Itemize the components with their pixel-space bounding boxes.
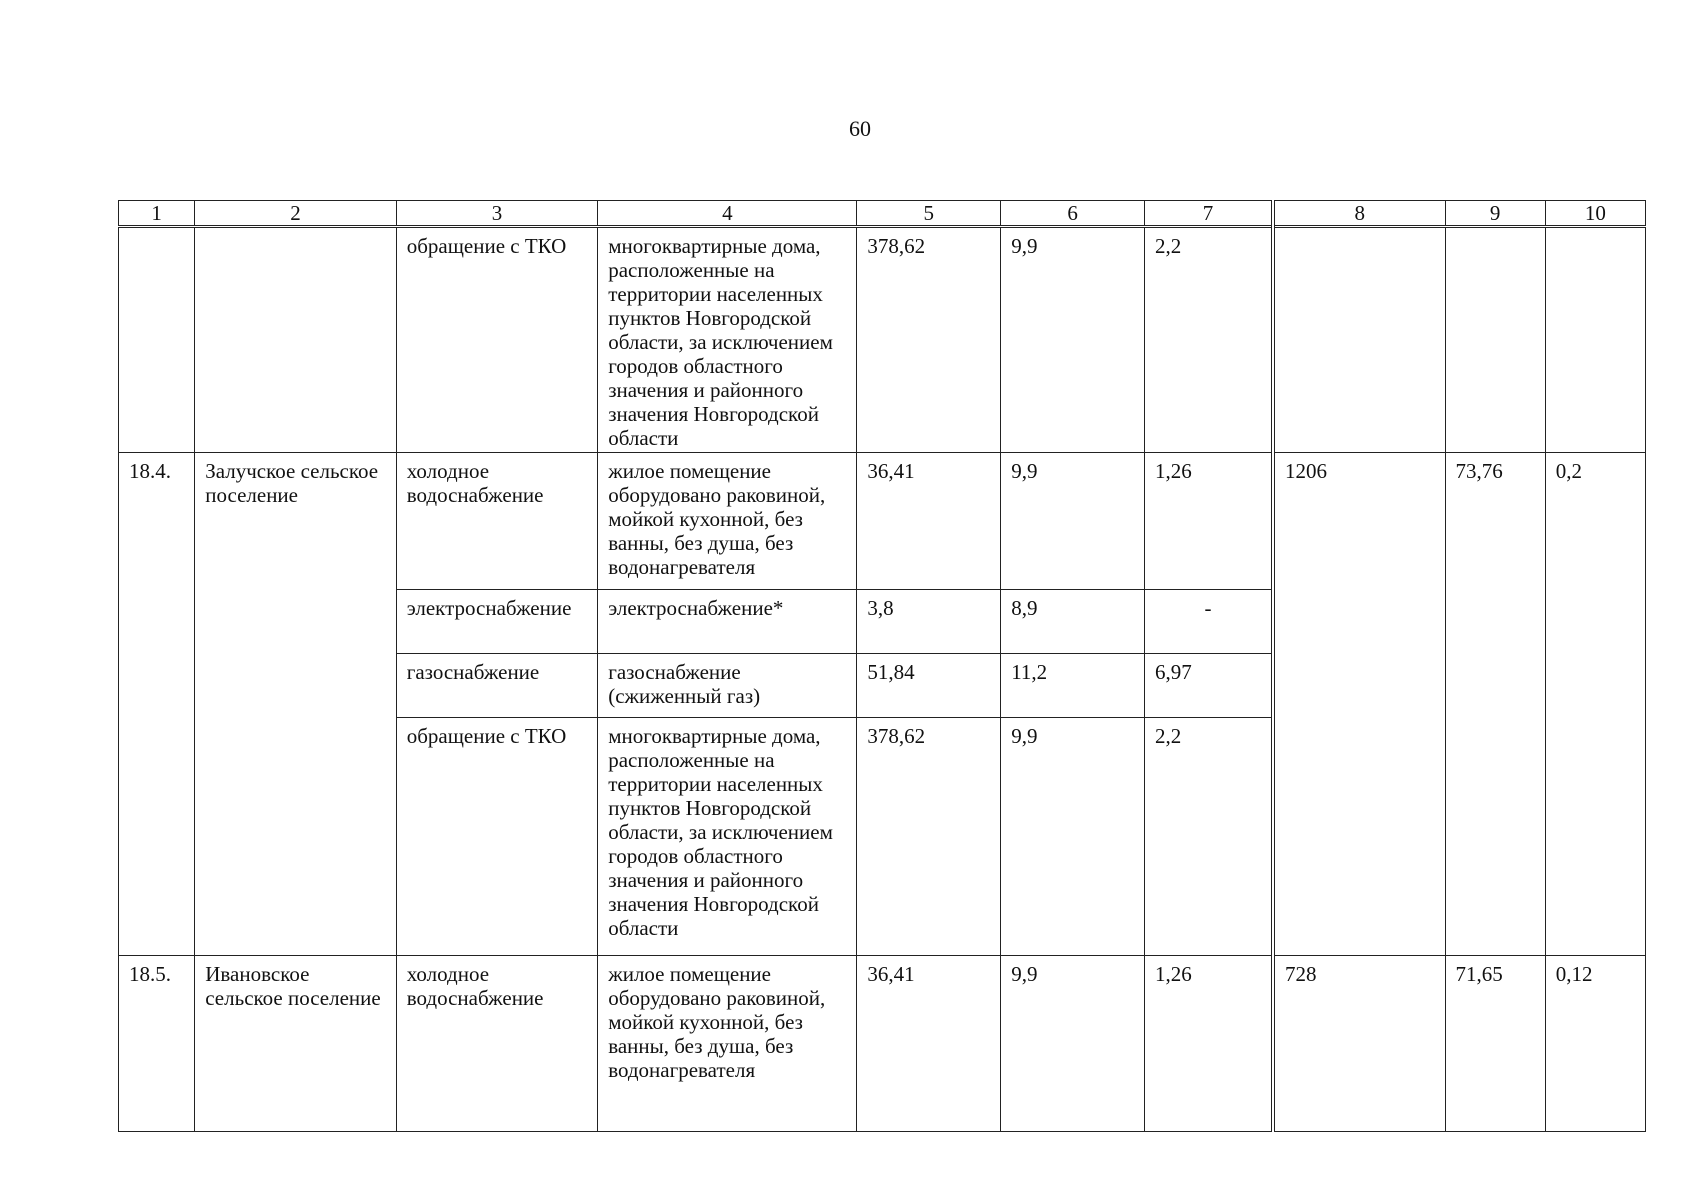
- row-number-cell: 18.5.: [119, 956, 195, 1132]
- value-cell: 9,9: [1001, 453, 1145, 590]
- settlement-cell: Залучское сельское поселение: [195, 453, 396, 956]
- service-cell: обращение с ТКО: [396, 718, 597, 956]
- value-cell: 1,26: [1144, 956, 1273, 1132]
- header-cell: 5: [857, 201, 1001, 227]
- value-cell: 11,2: [1001, 654, 1145, 718]
- header-cell: 10: [1545, 201, 1645, 227]
- value-cell: 0,12: [1545, 956, 1645, 1132]
- service-cell: холодное водоснабжение: [396, 956, 597, 1132]
- header-cell: 9: [1445, 201, 1545, 227]
- header-cell: 6: [1001, 201, 1145, 227]
- header-cell: 8: [1273, 201, 1445, 227]
- settlement-cell: Ивановское сельское поселение: [195, 956, 396, 1132]
- value-cell: [1545, 227, 1645, 453]
- description-cell: жилое помещение оборудовано раковиной, мойкой кухонной, без ванны, без душа, без водонагревателя: [598, 453, 857, 590]
- header-row: [119, 201, 1646, 227]
- header-cell: 1: [119, 201, 195, 227]
- value-cell: 51,84: [857, 654, 1001, 718]
- value-cell: 378,62: [857, 227, 1001, 453]
- table-row: [119, 453, 1646, 590]
- value-cell: [1445, 227, 1545, 453]
- service-cell: обращение с ТКО: [396, 227, 597, 453]
- value-cell: 3,8: [857, 590, 1001, 654]
- header-cell: 4: [598, 201, 857, 227]
- settlement-cell: [195, 227, 396, 453]
- value-cell: 0,2: [1545, 453, 1645, 956]
- value-cell: 1206: [1273, 453, 1445, 956]
- table-row: [119, 956, 1646, 1132]
- description-cell: газоснабжение (сжиженный газ): [598, 654, 857, 718]
- value-cell: 2,2: [1144, 718, 1273, 956]
- table-row: [119, 227, 1646, 453]
- page-number: 60: [849, 116, 871, 141]
- value-cell: 36,41: [857, 956, 1001, 1132]
- header-cell: 7: [1144, 201, 1273, 227]
- value-cell: 1,26: [1144, 453, 1273, 590]
- service-cell: электроснабжение: [396, 590, 597, 654]
- value-cell: 6,97: [1144, 654, 1273, 718]
- description-cell: жилое помещение оборудовано раковиной, мойкой кухонной, без ванны, без душа, без водонагревателя: [598, 956, 857, 1132]
- value-cell: 378,62: [857, 718, 1001, 956]
- value-cell: 9,9: [1001, 718, 1145, 956]
- value-cell: 73,76: [1445, 453, 1545, 956]
- row-number-cell: [119, 227, 195, 453]
- description-cell: электроснабжение*: [598, 590, 857, 654]
- value-cell: 8,9: [1001, 590, 1145, 654]
- value-cell: -: [1144, 590, 1273, 654]
- value-cell: 71,65: [1445, 956, 1545, 1132]
- tariff-table: [118, 200, 1646, 1132]
- row-number-cell: 18.4.: [119, 453, 195, 956]
- value-cell: 2,2: [1144, 227, 1273, 453]
- service-cell: газоснабжение: [396, 654, 597, 718]
- value-cell: 9,9: [1001, 956, 1145, 1132]
- description-cell: многоквартирные дома, расположенные на территории населенных пунктов Новгородской области, за исключением городов областного значения и районного значения Новгородской области: [598, 227, 857, 453]
- header-cell: 3: [396, 201, 597, 227]
- value-cell: 36,41: [857, 453, 1001, 590]
- value-cell: 728: [1273, 956, 1445, 1132]
- value-cell: 9,9: [1001, 227, 1145, 453]
- header-cell: 2: [195, 201, 396, 227]
- service-cell: холодное водоснабжение: [396, 453, 597, 590]
- value-cell: [1273, 227, 1445, 453]
- description-cell: многоквартирные дома, расположенные на территории населенных пунктов Новгородской области, за исключением городов областного значения и районного значения Новгородской области: [598, 718, 857, 956]
